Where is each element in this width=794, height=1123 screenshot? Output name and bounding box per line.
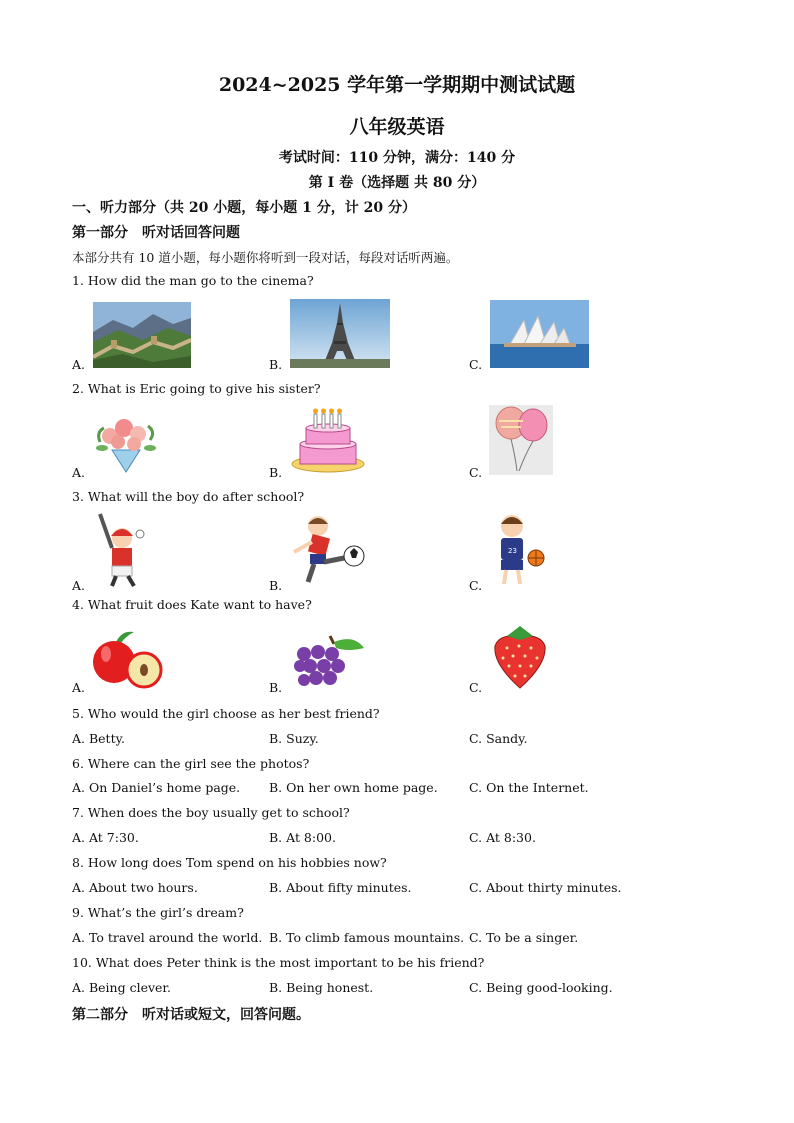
option-a-label: A. [72, 578, 86, 593]
eiffel-tower-photo [290, 299, 390, 368]
option-b-label: B. [269, 465, 283, 480]
option-b: B. To climb famous mountains. [269, 930, 465, 945]
option-b: B. At 8:00. [269, 830, 336, 845]
option-b: B. On her own home page. [269, 780, 438, 795]
question-7: 7. When does the boy usually get to school? [72, 805, 350, 820]
option-a-label: A. [72, 680, 86, 695]
option-a-label: A. [72, 357, 86, 372]
option-c: C. About thirty minutes. [469, 880, 622, 895]
strawberry-icon [489, 624, 551, 692]
option-c: C. To be a singer. [469, 930, 579, 945]
option-b: B. Suzy. [269, 731, 319, 746]
option-c: C. Sandy. [469, 731, 528, 746]
option-a: A. Betty. [72, 731, 125, 746]
great-wall-photo [93, 302, 191, 368]
birthday-cake-icon [290, 406, 366, 474]
question-10: 10. What does Peter think is the most important to be his friend? [72, 955, 485, 970]
balloons-icon [489, 405, 553, 475]
question-6: 6. Where can the girl see the photos? [72, 756, 310, 771]
page-title: 2024~2025 学年第一学期期中测试试题 [218, 74, 576, 96]
option-a-label: A. [72, 465, 86, 480]
section-heading: 一、听力部分（共 20 小题，每小题 1 分，计 20 分） [72, 200, 416, 216]
apple-icon [92, 628, 164, 690]
question-9: 9. What’s the girl’s dream? [72, 905, 244, 920]
part2-title: 第二部分 听对话或短文，回答问题。 [72, 1007, 310, 1023]
sydney-opera-house-photo [490, 300, 589, 368]
option-c: C. On the Internet. [469, 780, 589, 795]
exam-info: 考试时间：110 分钟，满分：140 分 [278, 150, 516, 166]
option-c: C. At 8:30. [469, 830, 536, 845]
option-a: A. At 7:30. [72, 830, 139, 845]
question-5: 5. Who would the girl choose as her best friend? [72, 706, 380, 721]
question-8: 8. How long does Tom spend on his hobbies now? [72, 855, 387, 870]
volume-title: 第 I 卷（选择题 共 80 分） [308, 175, 486, 191]
flower-bouquet-icon [92, 412, 160, 474]
subject-title: 八年级英语 [349, 116, 445, 138]
basketball-boy-icon [488, 512, 548, 588]
option-b-label: B. [269, 578, 283, 593]
question-1: 1. How did the man go to the cinema? [72, 273, 314, 288]
option-b-label: B. [269, 357, 283, 372]
instructions: 本部分共有 10 道小题，每小题你将听到一段对话，每段对话听两遍。 [72, 250, 459, 265]
option-c-label: C. [469, 578, 483, 593]
part1-title: 第一部分 听对话回答问题 [72, 225, 240, 241]
grapes-icon [290, 632, 368, 690]
option-c-label: C. [469, 465, 483, 480]
option-c: C. Being good-looking. [469, 980, 613, 995]
option-a: A. Being clever. [72, 980, 172, 995]
option-a: A. On Daniel’s home page. [72, 780, 241, 795]
option-b: B. About fifty minutes. [269, 880, 412, 895]
option-a: A. To travel around the world. [72, 930, 263, 945]
question-3: 3. What will the boy do after school? [72, 489, 305, 504]
question-2: 2. What is Eric going to give his sister? [72, 381, 321, 396]
option-a: A. About two hours. [72, 880, 198, 895]
svg-text:23: 23 [508, 547, 517, 555]
option-c-label: C. [469, 357, 483, 372]
option-b-label: B. [269, 680, 283, 695]
question-4: 4. What fruit does Kate want to have? [72, 597, 312, 612]
option-b: B. Being honest. [269, 980, 374, 995]
option-c-label: C. [469, 680, 483, 695]
baseball-boy-icon [92, 512, 148, 588]
soccer-boy-icon [288, 514, 366, 588]
